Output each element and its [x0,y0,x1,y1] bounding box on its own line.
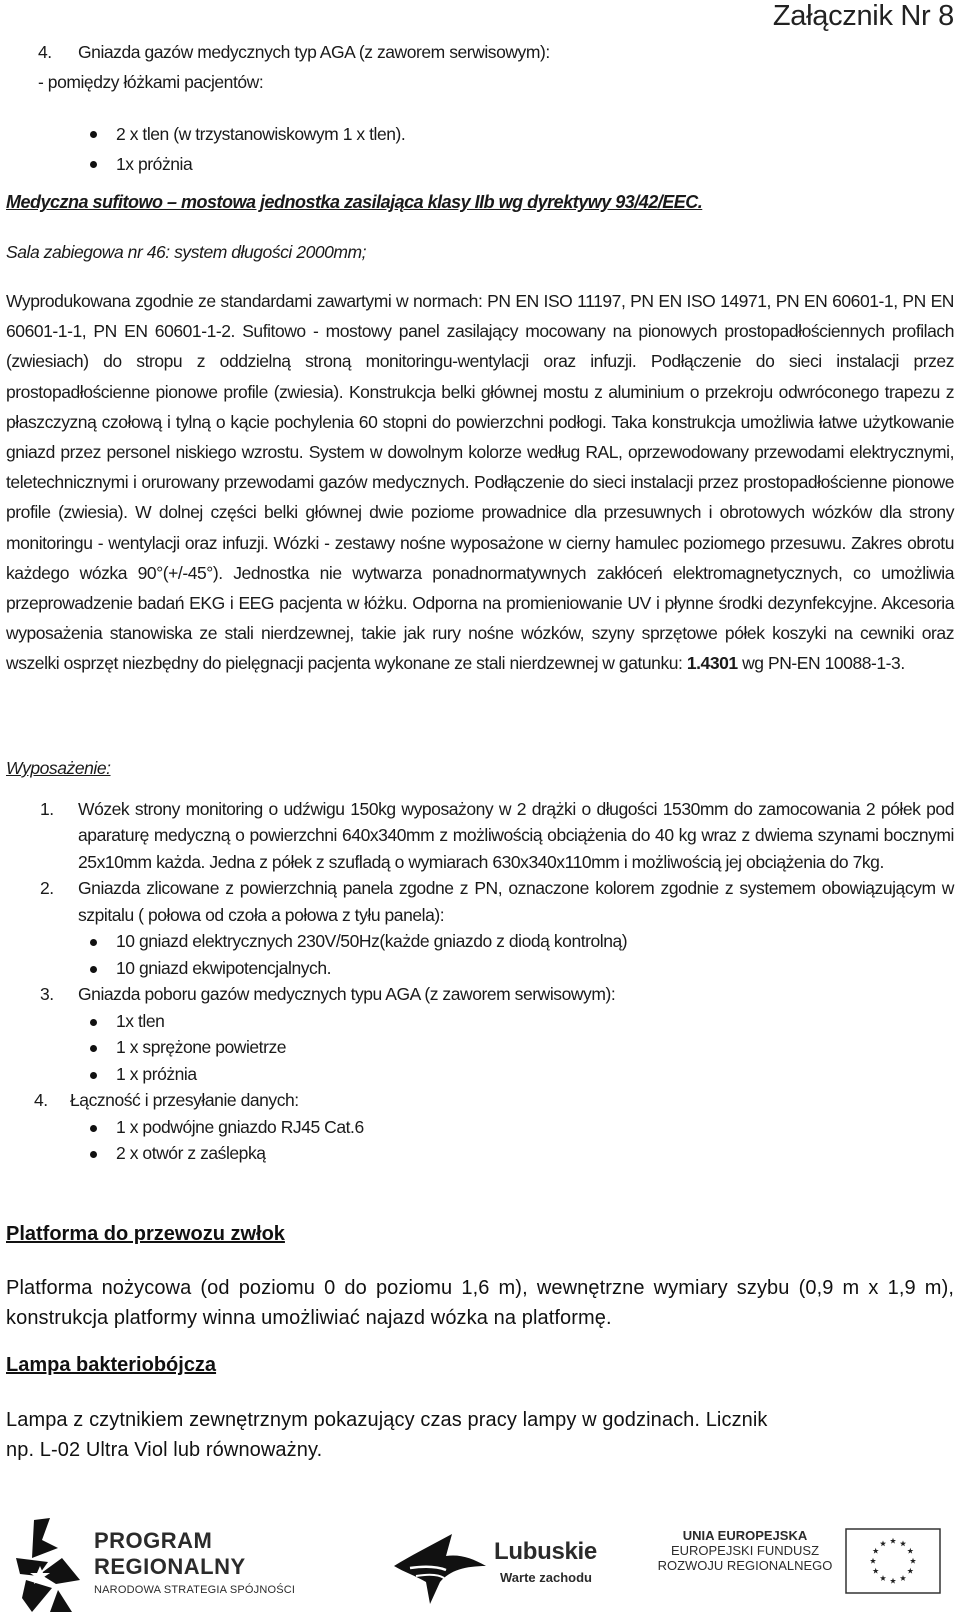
list-item: 10 gniazd ekwipotencjalnych. [6,955,954,982]
list-item: 1 x sprężone powietrze [6,1034,954,1061]
program-line-2: REGIONALNY [94,1554,246,1579]
equipment-item [6,875,954,981]
program-line-3: NARODOWA STRATEGIA SPÓJNOŚCI [94,1584,296,1596]
unit-heading: Medyczna sufitowo – mostowa jednostka zasilająca klasy IIb wg dyrektywy 93/42/EEC. [6,192,703,212]
intro-item-number: 4. [38,42,52,62]
equipment-item-bullets [78,1114,954,1167]
eu-flag-icon [845,1528,941,1594]
program-line-1: PROGRAM [94,1528,213,1553]
list-item: 1 x podwójne gniazdo RJ45 Cat.6 [6,1114,954,1141]
equipment-item-bullets [78,1008,954,1088]
equipment-item-text: Gniazda zlicowane z powierzchnią panela zgodne z PN, oznaczone kolorem zgodnie z systemem obowiązującym w szpitalu ( połowa od czoła a połowa z tyłu panela): [78,878,954,925]
platform-text: Platforma nożycowa (od poziomu 0 do poziomu 1,6 m), wewnętrzne wymiary szybu (0,9 m x 1,9 m), konstrukcja platformy winna umożliwiać najazd wózka na platformę. [6,1277,954,1329]
equipment-item-number: 1. [40,798,54,819]
list-item: 10 gniazd elektrycznych 230V/50Hz(każde gniazdo z diodą kontrolną) [6,928,954,955]
program-star-icon [12,1518,92,1613]
eu-line-3: ROZWOJU REGIONALNEGO [657,1558,833,1573]
lubuskie-name: Lubuskie [494,1538,597,1565]
equipment-item-number: 3. [40,984,54,1004]
equipment-item-bullets [78,928,954,981]
equipment-item [6,981,954,1087]
eu-line-1: UNIA EUROPEJSKA [682,1528,808,1543]
lubuskie-tagline: Warte zachodu [500,1570,592,1585]
intro-subline: - pomiędzy łóżkami pacjentów: [38,71,264,92]
equipment-list [6,796,954,1167]
equipment-item-number: 4. [34,1090,48,1110]
intro-item-text: Gniazda gazów medycznych typ AGA (z zaworem serwisowym): [78,42,550,62]
description-text-a: Wyprodukowana zgodnie ze standardami zawartymi w normach: PN EN ISO 11197, PN EN ISO 14971, PN EN 60601-1, PN EN 60601-1-1, PN EN 60601-1-2. Sufitowo - mostowy panel zasilający mocowany na pionowych prostopadłościennych profilach (zwiesiach) do stropu z oddzielną stroną monitoringu-wentylacji oraz infuzji. Podłączenie do sieci instalacji przez prostopadłościenne pionowe profile (zwiesia). Konstrukcja belki głównej mostu z aluminium o przekroju odwróconego trapezu z płaszczyzną czołową i tylną o kącie pochylenia 60 stopni do powierzchni podłogi. Taka konstrukcja umożliwia łatwe użytkowanie gniazd przez personel niskiego wzrostu. System w dowolnym kolorze według RAL, oprzewodowany przewodami elektrycznymi, teletechnicznymi i orurowany przewodami gazów medycznych. Podłączenie do sieci instalacji przez prostopadłościenne pionowe profile (zwiesia). W dolnej części belki głównej dwie poziome prowadnice dla przesuwnych i obrotowych wózków dla strony monitoringu - wentylacji oraz infuzji. Wózki - zestawy nośne wyposażone w cierny hamulec poziomego przesuwu. Zakres obrotu każdego wózka 90°(+/-45°). Jednostka nie wytwarza ponadnormatywnych zakłóceń elektromagnetycznych, co umożliwia przeprowadzenie badań EKG i EEG pacjenta w łóżku. Odporna na promieniowanie UV i płynne środki dezynfekcyjne. Akcesoria wyposażenia stanowiska ze stali nierdzewnej, takie jak rury nośne wózków, szyny sprzętowe półek koszyki na cewniki oraz wszelki osprzęt niezbędny do pielęgnacji pacjenta wykonane ze stali nierdzewnej w gatunku: [6,291,954,674]
intro-bullets [6,120,954,179]
lamp-heading: Lampa bakteriobójcza [6,1354,217,1376]
equipment-item-text: Łączność i przesyłanie danych: [70,1090,299,1110]
equipment-item [6,796,954,876]
footer-logos [0,1518,960,1613]
list-item: 2 x otwór z zaślepką [6,1140,954,1167]
intro-item [6,38,954,68]
equipment-item-text: Wózek strony monitoring o udźwigu 150kg wyposażony w 2 drążki o długości 1530mm do zamocowania 2 półek pod aparaturę medyczną o powierzchni 640x340mm z możliwością obciążenia do 40 kg wraz z dwiema szynami bocznymi 25x10mm każda. Jedna z półek z szufladą o wymiarach 630x340x110mm i możliwością jej obciążenia do 7kg. [78,798,954,872]
intro-section [6,38,954,179]
program-regionalny-logo [12,1518,312,1613]
platform-heading: Platforma do przewozu zwłok [6,1223,285,1245]
lubuskie-logo [390,1518,620,1613]
steel-grade: 1.4301 [686,653,738,674]
equipment-heading: Wyposażenie: [6,758,111,778]
eu-fund-text [655,1528,835,1573]
lubuskie-bird-icon [390,1526,490,1606]
equipment-section [6,754,954,1167]
equipment-item-number: 2. [40,878,54,898]
list-item: 2 x tlen (w trzystanowiskowym 1 x tlen). [6,120,954,150]
annex-title: Załącznik Nr 8 [772,0,954,32]
equipment-item-text: Gniazda poboru gazów medycznych typu AGA (z zaworem serwisowym): [78,984,616,1004]
list-item: 1 x próżnia [6,1061,954,1088]
description-text-b: wg PN-EN 10088-1-3. [737,653,905,674]
equipment-item [6,1087,954,1167]
lamp-line-2: np. L-02 Ultra Viol lub równoważny. [6,1439,323,1461]
list-item: 1x tlen [6,1008,954,1035]
lamp-text [6,1405,954,1465]
lamp-line-1: Lampa z czytnikiem zewnętrznym pokazujący czas pracy lampy w godzinach. Licznik [6,1409,768,1431]
room-line: Sala zabiegowa nr 46: system długości 2000mm; [6,242,367,262]
eu-line-2: EUROPEJSKI FUNDUSZ [670,1543,820,1558]
list-item: 1x próżnia [6,150,954,180]
description-paragraph [6,286,954,679]
